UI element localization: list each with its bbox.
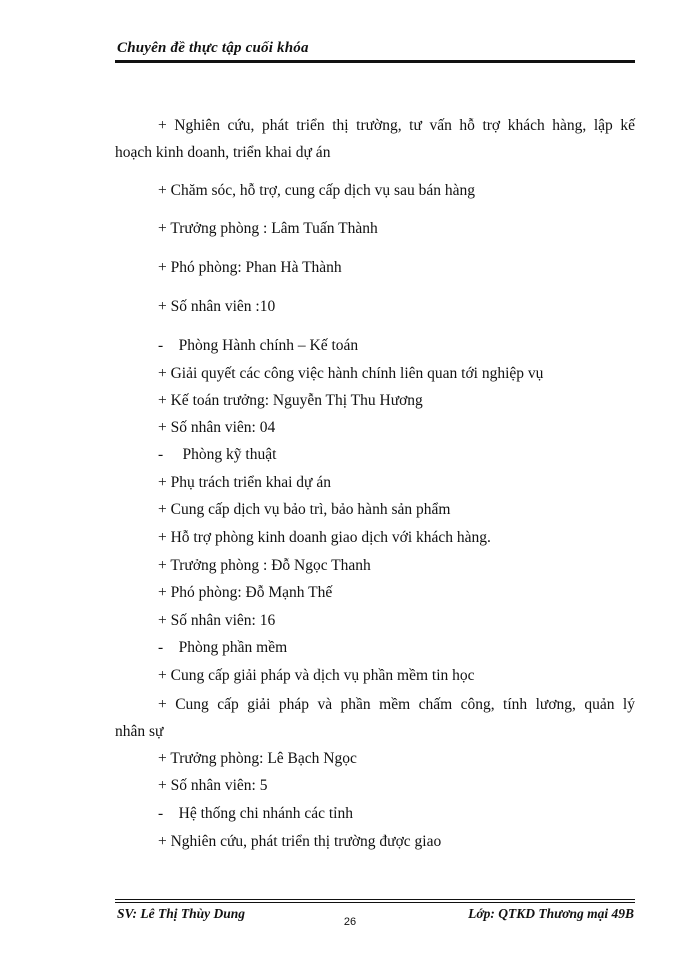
section-heading: - Hệ thống chi nhánh các tỉnh xyxy=(158,805,353,822)
footer-divider xyxy=(115,902,635,903)
paragraph-line: + Giải quyết các công việc hành chính liên quan tới nghiệp vụ xyxy=(158,365,544,382)
paragraph-line: + Hỗ trợ phòng kinh doanh giao dịch với khách hàng. xyxy=(158,529,491,546)
paragraph-line: + Trưởng phòng : Đỗ Ngọc Thanh xyxy=(158,557,371,574)
footer-divider xyxy=(115,899,635,900)
paragraph-line: + Nghiên cứu, phát triển thị trường, tư vấn hỗ trợ khách hàng, lập kế xyxy=(158,117,635,134)
paragraph-line: + Số nhân viên: 16 xyxy=(158,612,276,629)
paragraph-line: + Số nhân viên: 5 xyxy=(158,777,268,794)
paragraph-line: + Phó phòng: Đỗ Mạnh Thế xyxy=(158,584,333,601)
paragraph-line: + Phó phòng: Phan Hà Thành xyxy=(158,259,342,276)
document-title: Chuyên đề thực tập cuối khóa xyxy=(117,40,309,56)
paragraph-line: + Cung cấp giải pháp và dịch vụ phần mềm tin học xyxy=(158,667,475,684)
paragraph-line: + Kế toán trưởng: Nguyễn Thị Thu Hương xyxy=(158,392,423,409)
header-divider xyxy=(115,60,635,63)
footer-class-name: Lớp: QTKD Thương mại 49B xyxy=(468,906,634,921)
paragraph-line: + Nghiên cứu, phát triển thị trường được giao xyxy=(158,833,442,850)
paragraph-line: + Phụ trách triển khai dự án xyxy=(158,474,331,491)
paragraph-line: + Cung cấp giải pháp và phần mềm chấm công, tính lương, quản lý xyxy=(158,696,635,713)
paragraph-line: + Cung cấp dịch vụ bảo trì, bảo hành sản phẩm xyxy=(158,501,451,518)
page-number: 26 xyxy=(343,916,357,928)
section-heading: - Phòng phần mềm xyxy=(158,639,288,656)
footer-student-name: SV: Lê Thị Thùy Dung xyxy=(117,906,246,921)
paragraph-line: nhân sự xyxy=(115,723,164,740)
paragraph-line: + Trưởng phòng: Lê Bạch Ngọc xyxy=(158,750,357,767)
paragraph-line: + Trưởng phòng : Lâm Tuấn Thành xyxy=(158,220,378,237)
section-heading: - Phòng kỹ thuật xyxy=(158,446,277,463)
section-heading: - Phòng Hành chính – Kế toán xyxy=(158,337,359,354)
paragraph-line: + Số nhân viên: 04 xyxy=(158,419,276,436)
paragraph-line: + Số nhân viên :10 xyxy=(158,298,276,315)
paragraph-line: hoạch kinh doanh, triển khai dự án xyxy=(115,144,331,161)
paragraph-line: + Chăm sóc, hỗ trợ, cung cấp dịch vụ sau bán hàng xyxy=(158,182,475,199)
